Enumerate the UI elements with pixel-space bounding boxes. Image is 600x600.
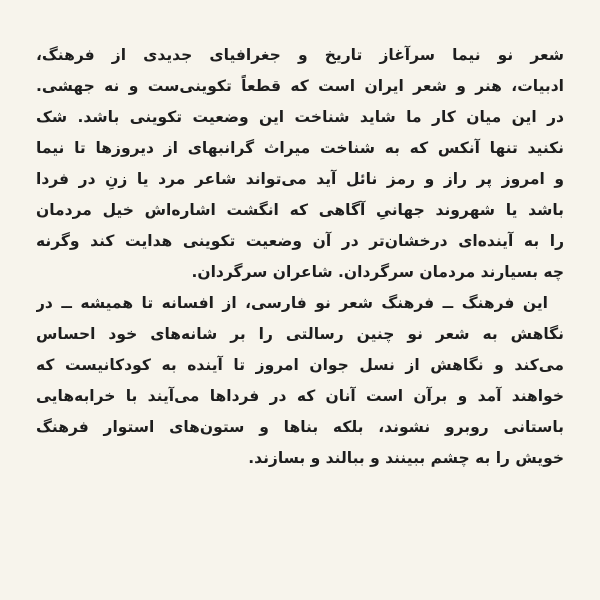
text-line: شعر نو نیما سرآغاز تاریخ و جغرافیای جدیدی از فرهنگ،: [36, 46, 564, 64]
text-line: در این میان کار ما شاید شناخت این وضعیت تکوینی باشد. شک: [36, 108, 564, 126]
text-line: چه بسیارند مردمان سرگردان. شاعران سرگردان.: [191, 263, 564, 281]
paragraph-2: [36, 288, 564, 474]
text-line: می‌کند و نگاهش از نسل جوان امروز تا آینده به کودکانیست که: [36, 356, 564, 374]
text-line: باستانی روبرو نشوند، بلکه بناها و ستون‌های استوار فرهنگ: [36, 418, 564, 436]
text-line: این فرهنگ ــ فرهنگ شعر نو فارسی، از افسانه تا همیشه ــ در: [36, 294, 548, 312]
text-line: خویش را به چشم ببینند و ببالند و بسازند.: [248, 449, 564, 467]
text-line: و امروز پر راز و رمز نائل آید می‌تواند شاعر مرد یا زنِ در فردا: [36, 170, 564, 188]
text-line: ادبیات، هنر و شعر ایران است که قطعاً تکوینی‌ست و نه جهشی.: [36, 77, 564, 95]
paragraph-1: [36, 40, 564, 288]
text-line: را به آینده‌ای درخشان‌تر در آن وضعیت تکوینی هدایت کند وگرنه: [36, 232, 564, 250]
text-line: باشد یا شهروند جهانیِ آگاهی که انگشت اشاره‌اش خیل مردمان: [36, 201, 564, 219]
body-text: [36, 40, 564, 474]
text-line: خواهند آمد و برآن است آنان که در فرداها می‌آیند با خرابه‌هایی: [36, 387, 564, 405]
text-line: نکنید تنها آنکس که به شناخت میراث گرانبهای از دیروزها تا نیما: [36, 139, 564, 157]
text-line: نگاهش به شعر نو چنین رسالتی را بر شانه‌های خود احساس: [36, 325, 564, 343]
